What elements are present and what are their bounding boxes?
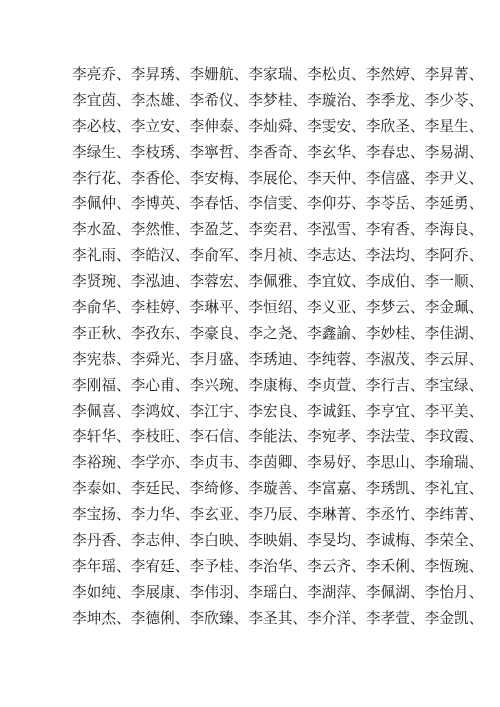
name-line: 李绿生、李枝琇、李寧哲、李香奇、李玄华、李春忠、李易湖、 <box>72 143 484 161</box>
name-line: 李刚福、李心甫、李兴琬、李康梅、李贞萱、李行吉、李宝绿、 <box>72 376 484 394</box>
name-line: 李佩喜、李鸿妏、李江宇、李宏良、李诚鈺、李亨宜、李平美、 <box>72 402 484 420</box>
name-list <box>72 62 484 632</box>
name-line: 李裕琬、李学亦、李贞韦、李茵卿、李易妤、李思山、李瑜瑞、 <box>72 454 484 472</box>
name-line: 李轩华、李枝旺、李石信、李能法、李宛孝、李法莹、李玟霞、 <box>72 428 484 446</box>
name-line: 李如纯、李展康、李伟羽、李瑶白、李湖萍、李佩湖、李怡月、 <box>72 583 484 601</box>
name-line: 李礼雨、李皓汉、李俞军、李月祯、李志达、李法均、李阿乔、 <box>72 247 484 265</box>
name-line: 李泰如、李廷民、李绮修、李璇善、李富嘉、李琇凯、李礼宜、 <box>72 480 484 498</box>
name-line: 李水盈、李然惟、李盈芝、李奕君、李泓雪、李宥香、李海良、 <box>72 221 484 239</box>
name-line: 李俞华、李桂婷、李琳平、李恒绍、李义亚、李梦云、李金珮、 <box>72 299 484 317</box>
name-line: 李宝扬、李力华、李玄亚、李乃辰、李琳菁、李丞竹、李纬菁、 <box>72 506 484 524</box>
name-line: 李年瑶、李宥廷、李予桂、李治华、李云齐、李禾俐、李恆琬、 <box>72 557 484 575</box>
name-line: 李丹香、李志伸、李白映、李映娟、李旻均、李诚梅、李荣全、 <box>72 532 484 550</box>
name-line: 李必枝、李立安、李伸泰、李灿舜、李雯安、李欣圣、李星生、 <box>72 117 484 135</box>
name-line: 李正秋、李孜东、李豪良、李之尧、李鑫諭、李妙桂、李佳湖、 <box>72 324 484 342</box>
name-line: 李亮乔、李昇琇、李姗航、李家瑞、李松贞、李然婷、李昇菁、 <box>72 66 484 83</box>
name-line: 李坤杰、李德俐、李欣臻、李圣其、李介洋、李孝萱、李金凯、 <box>72 609 484 627</box>
name-line: 李佩仲、李博英、李春恬、李信雯、李仰芬、李苓岳、李延勇、 <box>72 195 484 213</box>
name-line: 李宪恭、李舜光、李月盛、李琇迪、李纯蓉、李淑茂、李云屏、 <box>72 350 484 368</box>
name-line: 李宜茵、李杰雄、李希仪、李梦桂、李璇治、李季龙、李少苓、 <box>72 91 484 109</box>
name-line: 李行花、李香伦、李安梅、李展伦、李天仲、李信盛、李尹义、 <box>72 169 484 187</box>
name-line: 李贤琬、李泓迪、李蓉宏、李佩雅、李宜妏、李成伯、李一顺、 <box>72 273 484 291</box>
